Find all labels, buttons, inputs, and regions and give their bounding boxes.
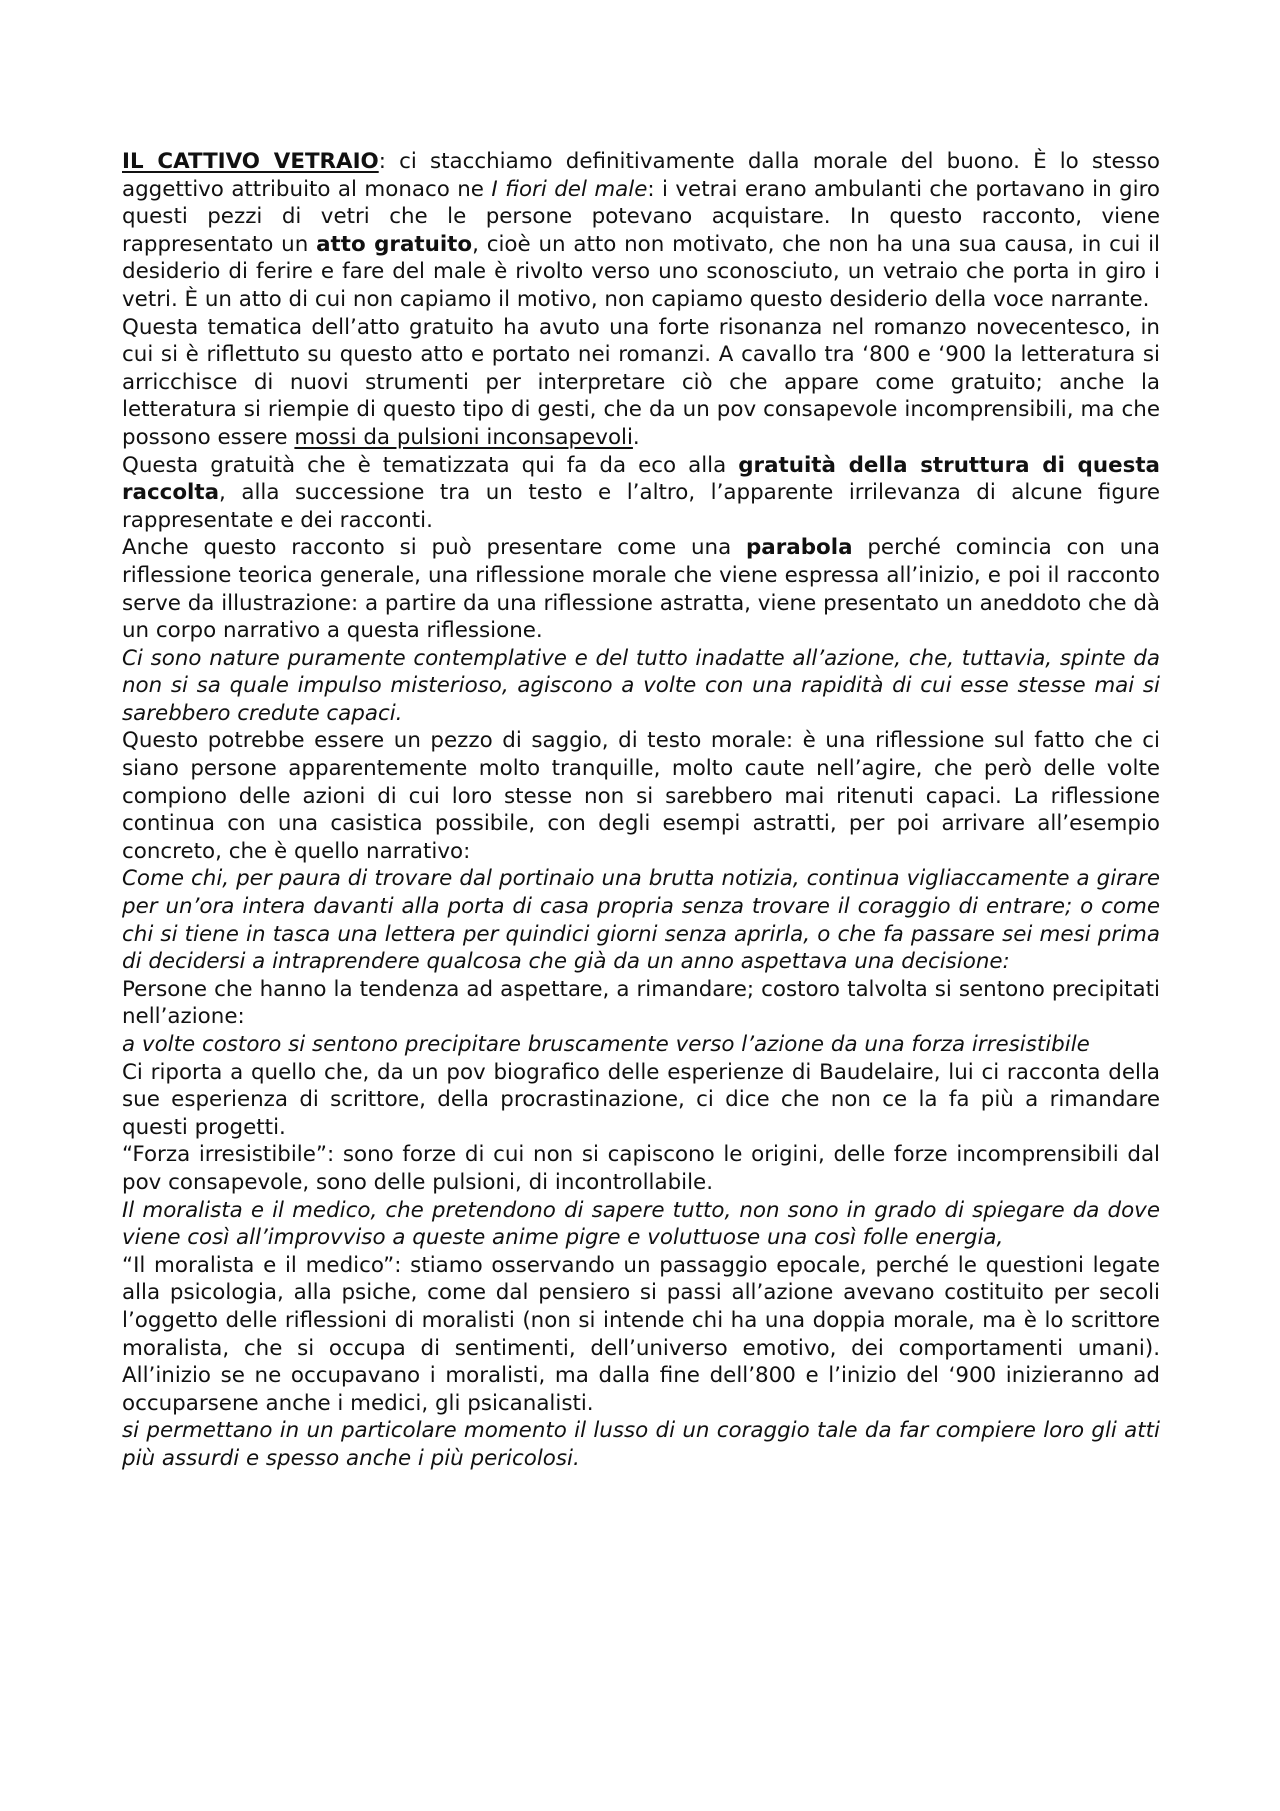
paragraph-intro: IL CATTIVO VETRAIO: ci stacchiamo definitivamente dalla morale del buono. È lo stesso aggettivo attribuito al monaco ne I fiori del male: i vetrai erano ambulanti che portavano in giro questi pezzi di vetri che le persone potevano acquistare. In questo racconto, viene rappresentato un atto gratuito, cioè un atto non motivato, che non ha una sua causa, in cui il desiderio di ferire e fare del male è rivolto verso uno sconosciuto, un vetraio che porta in giro i vetri. È un atto di cui non capiamo il motivo, non capiamo questo desiderio della voce narrante. bbox=[122, 149, 1161, 312]
quote: Ci sono nature puramente contemplative e del tutto inadatte all’azione, che, tuttavia, spinte da non si sa quale impulso misterioso, agiscono a volte con una rapidità di cui esse stesse mai si sarebbero credute capaci. bbox=[122, 645, 1160, 726]
quote: a volte costoro si sentono precipitare bruscamente verso l’azione da una forza irresistibile bbox=[122, 1032, 1090, 1057]
paragraph: “Forza irresistibile”: sono forze di cui non si capiscono le origini, delle forze incomprensibili dal pov consapevole, sono delle pulsioni, di incontrollabile. bbox=[122, 1142, 1160, 1195]
key-term: parabola bbox=[746, 535, 853, 561]
paragraph: Questo potrebbe essere un pezzo di saggio, di testo morale: è una riflessione sul fatto che ci siano persone apparentemente molto tranquille, molto caute nell’agire, che però delle volte compiono delle azioni di cui loro stesse non si sarebbero mai ritenuti capaci. La riflessione continua con una casistica possibile, con degli esempi astratti, per poi arrivare all’esempio concreto, che è quello narrativo: bbox=[122, 728, 1160, 864]
paragraph: Anche questo racconto si può presentare come una parabola perché comincia con una riflessione teorica generale, una riflessione morale che viene espressa all’inizio, e poi il racconto serve da illustrazione: a partire da una riflessione astratta, viene presentato un aneddoto che dà un corpo narrativo a questa riflessione. bbox=[122, 535, 1160, 644]
book-title: I fiori del male bbox=[491, 176, 648, 202]
key-term: gratuità della struttura di questa raccolta bbox=[122, 452, 1160, 506]
paragraph: Questa gratuità che è tematizzata qui fa da eco alla gratuità della struttura di questa raccolta, alla successione tra un testo e l’altro, l’apparente irrilevanza di alcune figure rappresentate e dei racconti. bbox=[122, 452, 1160, 533]
paragraph: Questa tematica dell’atto gratuito ha avuto una forte risonanza nel romanzo novecentesco, in cui si è riflettuto su questo atto e portato nei romanzi. A cavallo tra ‘800 e ‘900 la letteratura si arricchisce di nuovi strumenti per interpretare ciò che appare come gratuito; anche la letteratura si riempie di questo tipo di gesti, che da un pov consapevole incomprensibili, ma che possono essere mossi da pulsioni inconsapevoli. bbox=[122, 314, 1160, 450]
section-title: IL CATTIVO VETRAIO bbox=[122, 149, 379, 174]
quote: Il moralista e il medico, che pretendono di sapere tutto, non sono in grado di spiegare da dove viene così all’improvviso a queste anime pigre e voluttuose una così folle energia, bbox=[122, 1197, 1160, 1251]
quote: Come chi, per paura di trovare dal portinaio una brutta notizia, continua vigliaccamente a girare per un’ora intera davanti alla porta di casa propria senza trovare il coraggio di entrare; o come chi si tiene in tasca una lettera per quindici giorni senza aprirla, o che fa passare sei mesi prima di decidersi a intraprendere qualcosa che già da un anno aspettava una decisione: bbox=[122, 866, 1160, 975]
paragraph: “Il moralista e il medico”: stiamo osservando un passaggio epocale, perché le questioni legate alla psicologia, alla psiche, come dal pensiero si passi all’azione avevano costituito per secoli l’oggetto delle riflessioni di moralisti (non si intende chi ha una doppia morale, ma è lo scrittore moralista, che si occupa di sentimenti, dell’universo emotivo, dei comportamenti umani). All’inizio se ne occupavano i moralisti, ma dalla fine dell’800 e l’inizio del ‘900 inizieranno ad occuparsene anche i medici, gli psicanalisti. bbox=[122, 1252, 1160, 1416]
quote: si permettano in un particolare momento il lusso di un coraggio tale da far compiere loro gli atti più assurdi e spesso anche i più pericolosi. bbox=[122, 1418, 1160, 1471]
underlined-phrase: mossi da pulsioni inconsapevoli bbox=[294, 424, 633, 450]
document-page bbox=[122, 148, 1160, 1473]
paragraph: Persone che hanno la tendenza ad aspettare, a rimandare; costoro talvolta si sentono precipitati nell’azione: bbox=[122, 976, 1160, 1030]
paragraph: Ci riporta a quello che, da un pov biografico delle esperienze di Baudelaire, lui ci racconta della sue esperienza di scrittore, della procrastinazione, ci dice che non ce la fa più a rimandare questi progetti. bbox=[122, 1059, 1160, 1140]
key-term: atto gratuito bbox=[316, 231, 473, 257]
